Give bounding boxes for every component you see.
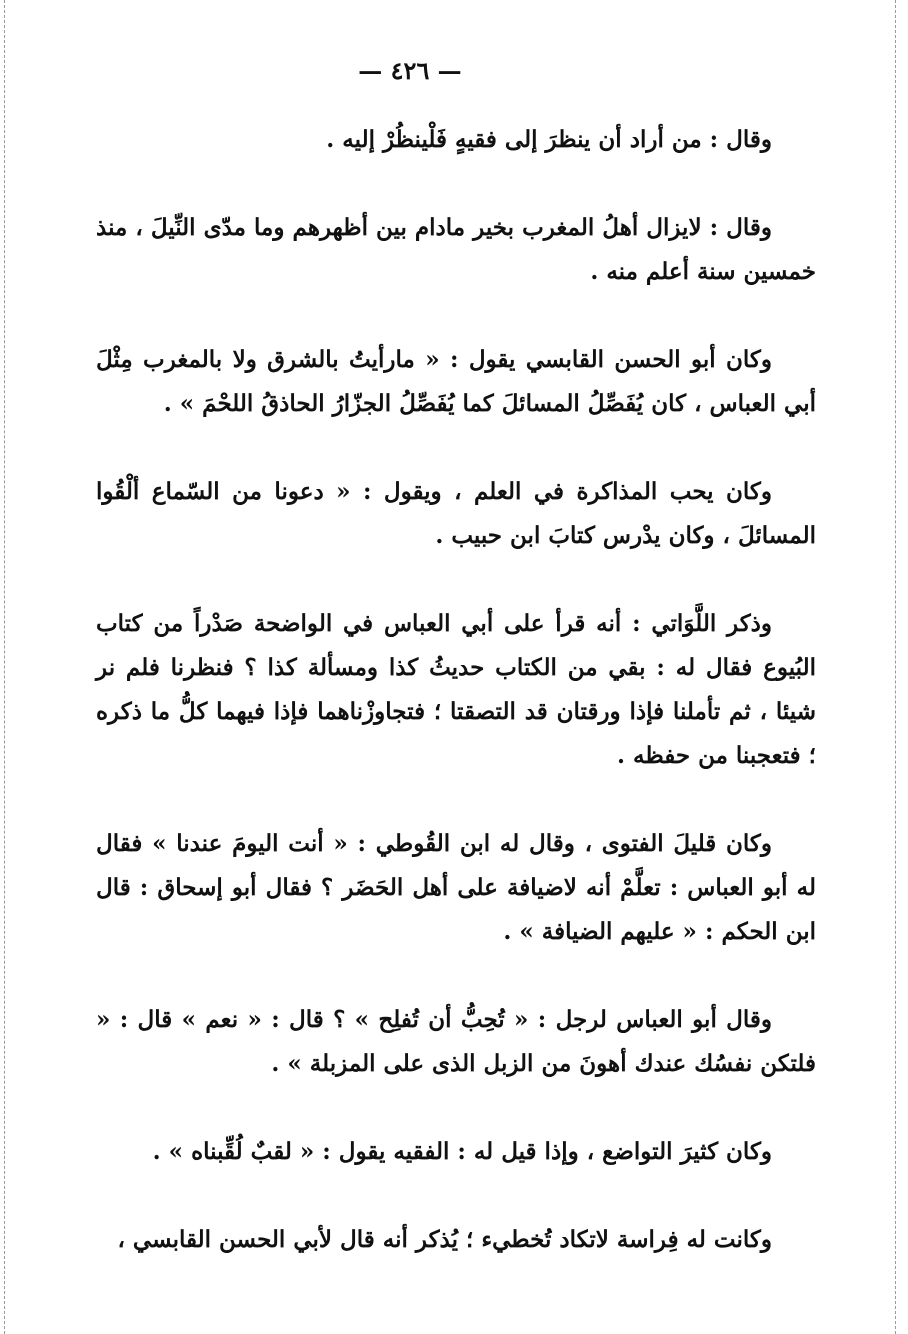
paragraph: وذكر اللَّوَاتي : أنه قرأ على أبي العباس في الواضحة صَدْراً من كتاب البُيوع فقال له : بقي من الكتاب حديثُ كذا ومسألة كذا ؟ فنظرنا فلم نر شيئا ، ثم تأملنا فإذا ورقتان قد التصقتا ؛ فتجاوزْناهما فإذا فيهما كلُّ ما ذكره ؛ فتعجبنا من حفظه . [96,610,816,769]
paragraph: وقال : من أراد أن ينظرَ إلى فقيهٍ فَلْينظُرْ إليه . [326,126,772,153]
scan-edge-right [895,0,896,1334]
paragraph: وقال أبو العباس لرجل : « تُحِبُّ أن تُفلِح » ؟ قال : « نعم » قال : « فلتكن نفسُك عندك أهونَ من الزبل الذى على المزبلة » . [96,1006,816,1077]
page-body [96,118,816,1262]
paragraph: وكان كثيرَ التواضع ، وإذا قيل له : الفقيه يقول : « لقبٌ لُقِّبناه » . [152,1138,772,1165]
paragraph: وقال : لايزال أهلُ المغرب بخير مادام بين أظهرهم وما مدّى النِّيلَ ، منذ خمسين سنة أعلم منه . [96,214,816,285]
paragraph: وكان يحب المذاكرة في العلم ، ويقول : « دعونا من السّماع ألْقُوا المسائلَ ، وكان يدْرس كتابَ ابن حبيب . [96,478,816,549]
paragraph: وكان أبو الحسن القابسي يقول : « مارأيتُ بالشرق ولا بالمغرب مِثْلَ أبي العباس ، كان يُفَصِّلُ المسائلَ كما يُفَصِّلُ الجزّارُ الحاذقُ اللحْمَ » . [96,346,816,417]
page-number: — ٤٢٦ — [358,56,462,85]
paragraph: وكان قليلَ الفتوى ، وقال له ابن القُوطي : « أنت اليومَ عندنا » فقال له أبو العباس : تعلَّمْ أنه لاضيافة على أهل الحَضَر ؟ فقال أبو إسحاق : قال ابن الحكم : « عليهم الضيافة » . [96,830,816,945]
scan-edge-left [4,0,5,1334]
paragraph: وكانت له فِراسة لاتكاد تُخطيء ؛ يُذكر أنه قال لأبي الحسن القابسي ، [117,1226,772,1253]
